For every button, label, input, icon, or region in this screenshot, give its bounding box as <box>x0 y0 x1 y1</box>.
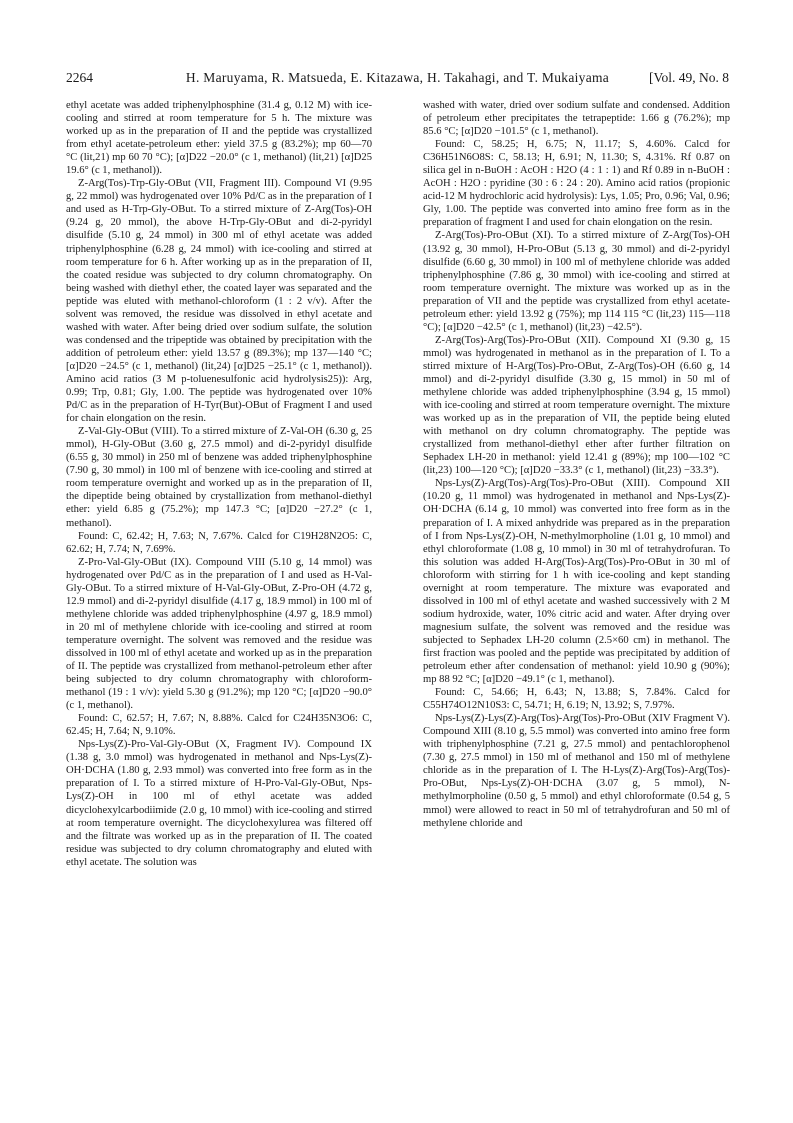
paragraph: washed with water, dried over sodium sulfate and condensed. Addition of petroleum ether precipitates the tetrapeptide: 1.66 g (76.2%); mp 85.6 °C; [α]D20 −101.5° (c 1, methanol). <box>423 100 730 138</box>
paragraph: Found: C, 62.57; H, 7.67; N, 8.88%. Calcd for C24H35N3O6: C, 62.45; H, 7.64; N, 9.10%. <box>66 713 372 738</box>
paragraph: Found: C, 54.66; H, 6.43; N, 13.88; S, 7.84%. Calcd for C55H74O12N10S3: C, 54.71; H, 6.19; N, 13.92; S, 7.97%. <box>423 687 730 712</box>
paragraph: Z-Pro-Val-Gly-OBut (IX). Compound VIII (5.10 g, 14 mmol) was hydrogenated over Pd/C as in the preparation of I and used as H-Val-Gly-OBut. To a stirred mixture of H-Val-Gly-OBut, Z-Pro-OH (4.72 g, 12.9 mmol) and di-2-pyridyl disulfide (4.17 g, 18.9 mmol) in 100 ml of methylene chloride was added triphenylphosphine (4.97 g, 18.9 mmol) in 20 ml of methylene chloride with ice-cooling and stirred at room temperature overnight. The solvent was removed and the residue was dissolved in 100 ml of ethyl acetate and worked up as in the preparation of II. The peptide was crystallized from methanol-petroleum ether after being subjected to dry column chromatography with chloroform-methanol (19 : 1 v/v): yield 5.30 g (91.2%); mp 120 °C; [α]D20 −90.0° (c 1, methanol). <box>66 556 372 712</box>
running-header <box>66 70 729 90</box>
paragraph: Nps-Lys(Z)-Lys(Z)-Arg(Tos)-Arg(Tos)-Pro-OBut (XIV Fragment V). Compound XIII (8.10 g, 5.5 mmol) was converted into amino free form with triphenylphosphine (7.21 g, 27.5 mmol) and pentachlorophenol (7.30 g, 27.5 mmol) in 150 ml of methanol and 150 ml of methylene chloride as in the preparation of I. The H-Lys(Z)-Arg(Tos)-Arg(Tos)-Pro-OBut, Nps-Lys(Z)-OH·DCHA (3.07 g, 5 mmol), N-methylmorpholine (0.50 g, 5 mmol) and ethyl chloroformate (0.54 g, 5 mmol) were allowed to react in 50 ml of tetrahydrofuran and 50 ml of methylene chloride and <box>423 713 730 829</box>
volume-info: [Vol. 49, No. 8 <box>648 70 729 85</box>
paragraph: Nps-Lys(Z)-Arg(Tos)-Arg(Tos)-Pro-OBut (XIII). Compound XII (10.20 g, 11 mmol) was hydrogenated in methanol and Nps-Lys(Z)-OH·DCHA (6.14 g, 10 mmol) was converted into free form as in the preparation of I. A mixed anhydride was prepared as in the preparation of I from Nps-Lys(Z)-OH, N-methylmorpholine (1.01 g, 10 mmol) and ethyl chloroformate (1.08 g, 10 mmol) in 30 ml of tetrahydrofuran. To this solution was added H-Arg(Tos)-Arg(Tos)-Pro-OBut in 30 ml of chloroform with stirring for 1 h with ice-cooling and kept standing overnight at room temperature. The mixture was evaporated and dissolved in 100 ml of ethyl acetate and washed successively with 2 M sodium hydroxide, water, 10% citric acid and water. After drying over magnesium sulfate, the solvent was removed and the residue was subjected to Sephadex LH-20 column (2.5×60 cm) in methanol. The first fraction was pooled and the peptide was precipitated by addition of petroleum ether after condensation of methanol: yield 10.90 g (90%); mp 88 92 °C; [α]D20 −49.1° (c 1, methanol). <box>423 478 730 686</box>
paragraph: Z-Arg(Tos)-Pro-OBut (XI). To a stirred mixture of Z-Arg(Tos)-OH (13.92 g, 30 mmol), H-Pro-OBut (5.13 g, 30 mmol) and di-2-pyridyl disulfide (6.60 g, 30 mmol) in 100 ml of methylene chloride was added triphenylphosphine (7.86 g, 30 mmol) with ice-cooling and stirred at room temperature overnight. The mixture was worked up as in the preparation of VII and the peptide was crystallized from ethyl acetate-petroleum ether: yield 13.92 g (75%); mp 114 115 °C (lit,23) 115—118 °C); [α]D20 −42.5° (c 1, methanol) (lit,23) −42.5°). <box>423 230 730 333</box>
paragraph: ethyl acetate was added triphenylphosphine (31.4 g, 0.12 M) with ice-cooling and stirred at room temperature for 5 h. The mixture was worked up as in the preparation of II and the peptide was crystallized from ethyl acetate-petroleum ether: yield 37.5 g (83.2%); mp 60—70 °C (lit,21) mp 60 70 °C); [α]D22 −20.0° (c 1, methanol) (lit,21) [α]D25 19.6° (c 1, methanol)). <box>66 100 372 177</box>
paragraph: Found: C, 62.42; H, 7.63; N, 7.67%. Calcd for C19H28N2O5: C, 62.62; H, 7.74; N, 7.69%. <box>66 530 372 555</box>
page-number: 2264 <box>66 70 93 85</box>
paragraph: Z-Val-Gly-OBut (VIII). To a stirred mixture of Z-Val-OH (6.30 g, 25 mmol), H-Gly-OBut (3.60 g, 27.5 mmol) and di-2-pyridyl disulfide (6.55 g, 30 mmol) in 250 ml of benzene was added triphenylphosphine (7.90 g, 30 mmol) in 100 ml of benzene with ice-cooling and stirred at room temperature overnight and worked up as in the preparation of II, the dipeptide being obtained by crystallization from methanol-diethyl ether: yield 6.85 g (75.2%); mp 147.3 °C; [α]D20 −27.2° (c 1, methanol). <box>66 426 372 529</box>
paragraph: Z-Arg(Tos)-Arg(Tos)-Pro-OBut (XII). Compound XI (9.30 g, 15 mmol) was hydrogenated in methanol as in the preparation of I. To a stirred mixture of H-Arg(Tos)-Pro-OBut, Z-Arg(Tos)-OH (6.60 g, 14 mmol) and di-2-pyridyl disulfide (3.30 g, 15 mmol) in 50 ml of methylene chloride was added triphenylphosphine (3.94 g, 15 mmol) with ice-cooling and stirred at room temperature overnight. The mixture was worked up as in the preparation of VII, the peptide being eluted with methanol on dry column chromatography. The peptide was crystallized from methanol-diethyl ether after further filtration on Sephadex LH-20 in methanol: yield 12.41 g (89%); mp 100—102 °C (lit,23) 100—120 °C); [α]D20 −33.3° (c 1, methanol) (lit,23) −33.3°). <box>423 334 730 477</box>
paragraph: Z-Arg(Tos)-Trp-Gly-OBut (VII, Fragment III). Compound VI (9.95 g, 22 mmol) was hydrogenated over 10% Pd/C as in the preparation of I and used as H-Trp-Gly-OBut. To a stirred mixture of Z-Arg(Tos)-OH (9.24 g, 20 mmol), the above H-Trp-Gly-OBut and di-2-pyridyl disulfide (5.10 g, 24 mmol) in 300 ml of ethyl acetate was added triphenylphosphine (6.28 g, 24 mmol) with ice-cooling and stirred at room temperature for 6 h. After working up as in the preparation of II, the coated residue was subjected to dry column chromatography. On being washed with diethyl ether, the coated layer was separated and the peptide was eluted with methanol-chloroform (1 : 2 v/v). After the solvent was removed, the residue was dissolved in ethyl acetate and washed with water. After being dried over sodium sulfate, the solution was condensed and the tripeptide was obtained by precipitation with the addition of petroleum ether: yield 13.57 g (89.3%); mp 137—140 °C; [α]D20 −24.5° (c 1, methanol) (lit,24) [α]D25 −25.1° (c 1, methanol)). Amino acid ratios (3 M p-toluenesulfonic acid hydrolysis25)): Arg, 0.99; Trp, 0.81; Gly, 1.00. The peptide was hydrogenated over 10% Pd/C as in the preparation of H-Tyr(But)-OBut of Fragment I and used for chain elongation on the resin. <box>66 178 372 425</box>
paragraph: Found: C, 58.25; H, 6.75; N, 11.17; S, 4.60%. Calcd for C36H51N6O8S: C, 58.13; H, 6.91; N, 11.30; S, 4.31%. Rf 0.87 on silica gel in n-BuOH : AcOH : H2O (4 : 1 : 1) and Rf 0.89 in n-BuOH : AcOH : H2O : pyridine (30 : 6 : 24 : 20). Amino acid ratios (propionic acid-12 M hydrochloric acid hydrolysis): Lys, 1.05; Pro, 0.96; Val, 0.96; Gly, 1.00. The peptide was converted into amino free form as in the preparation of fragment I and used for chain elongation on the resin. <box>423 139 730 229</box>
authors-line: H. Maruyama, R. Matsueda, E. Kitazawa, H. Takahagi, and T. Mukaiyama <box>185 70 610 85</box>
left-column <box>66 99 372 869</box>
right-column <box>423 99 730 830</box>
paragraph: Nps-Lys(Z)-Pro-Val-Gly-OBut (X, Fragment IV). Compound IX (1.38 g, 3.0 mmol) was hydrogenated in methanol and Nps-Lys(Z)-OH·DCHA (1.80 g, 2.93 mmol) was converted into free form as in the preparation of I. To a stirred mixture of H-Pro-Val-Gly-OBut, Nps-Lys(Z)-OH in 100 ml of ethyl acetate was added dicyclohexylcarbodiimide (2.0 g, 10 mmol) with ice-cooling and stirred at room temperature overnight. The dicyclohexylurea was filtered off and the filtrate was worked up as in the preparation of II. The coated residue was subjected to dry column chromatography and eluted with ethyl acetate. The solution was <box>66 739 372 868</box>
